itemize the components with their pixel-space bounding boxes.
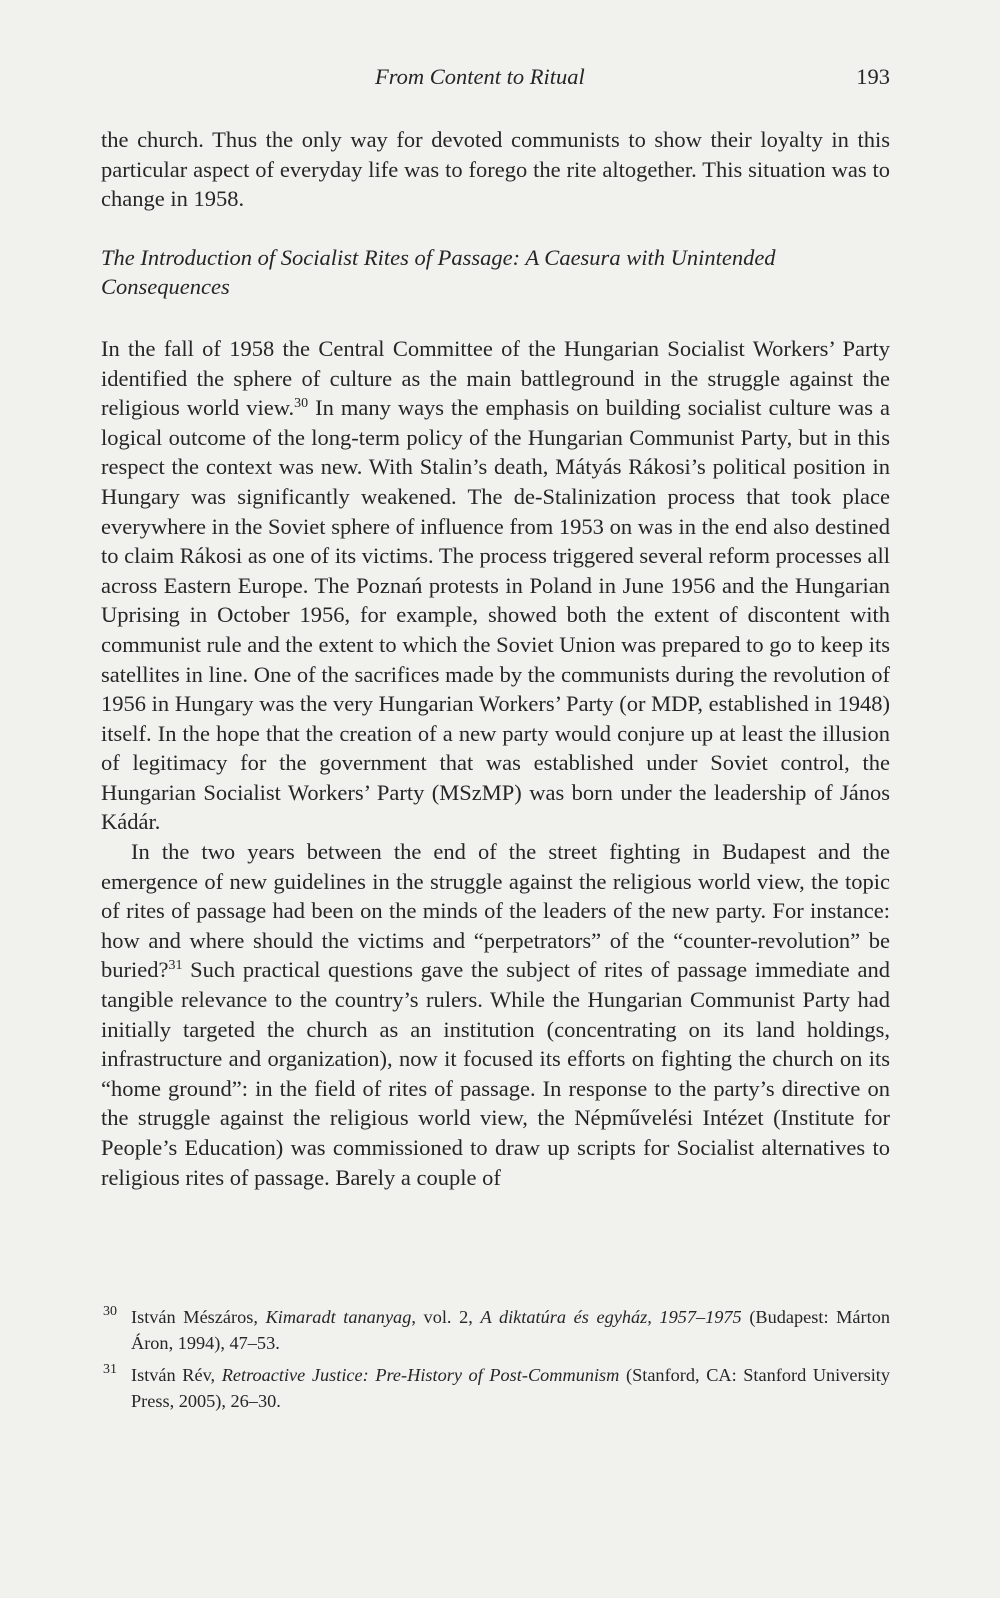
footnote-number: 31 [103, 1362, 117, 1377]
footnote-publication: (Stanford, CA: Stanford University Press, 2005), 26–30. [131, 1365, 890, 1411]
footnote-mid: , vol. 2, [411, 1307, 481, 1327]
footnote-publication: (Budapest: Márton Áron, 1994), 47–53. [131, 1307, 890, 1353]
page-number: 193 [856, 64, 890, 89]
footnote-31 [101, 1362, 890, 1414]
paragraph-2-text-a: In the fall of 1958 the Central Committee of the Hungarian Socialist Workers’ Party identified the sphere of culture as the main battleground in the struggle against the religious world view. [101, 335, 890, 421]
footnote-ref-30[interactable]: 30 [294, 395, 309, 411]
paragraph-3-text-a: In the two years between the end of the street fighting in Budapest and the emergence of new guidelines in the struggle against the religious world view, the topic of rites of passage had been on the minds of the leaders of the new party. For instance: how and where should the victims and “perpetrators” of the “counter-revolution” be buried? [101, 839, 890, 983]
paragraph-3-text-b: Such practical questions gave the subject of rites of passage immediate and tangible relevance to the country’s rulers. While the Hungarian Communist Party had initially targeted the church as an institution (concentrating on its land holdings, infrastructure and organization), now it focused its efforts on fighting the church on its “home ground”: in the field of rites of passage. In response to the party’s directive on the struggle against the religious world view, the Népművelési Intézet (Institute for People’s Education) was commissioned to draw up scripts for Socialist alternatives to religious rites of passage. Barely a couple of [101, 957, 890, 1190]
paragraph-2 [101, 334, 890, 837]
paragraph-continued: the church. Thus the only way for devoted communists to show their loyalty in this particular aspect of everyday life was to forego the rite altogether. This situation was to change in 1958. [101, 127, 890, 212]
body-text [101, 125, 890, 1192]
footnotes [101, 1304, 890, 1420]
footnote-number: 30 [103, 1304, 117, 1319]
footnote-title: Retroactive Justice: Pre-History of Post-Communism [221, 1365, 620, 1385]
paragraph-2-text-b: In many ways the emphasis on building socialist culture was a logical outcome of the long-term policy of the Hungarian Communist Party, but in this respect the context was new. With Stalin’s death, Mátyás Rákosi’s political position in Hungary was significantly weakened. The de-Stalinization process that took place everywhere in the Soviet sphere of influence from 1953 on was in the end also destined to claim Rákosi as one of its victims. The process triggered several reform processes all across Eastern Europe. The Poznań protests in Poland in June 1956 and the Hungarian Uprising in October 1956, for example, showed both the extent of discontent with communist rule and the extent to which the Soviet Union was prepared to go to keep its satellites in line. One of the sacrifices made by the communists during the revolution of 1956 in Hungary was the very Hungarian Workers’ Party (or MDP, established in 1948) itself. In the hope that the creation of a new party would conjure up at least the illusion of legitimacy for the government that was established under Soviet control, the Hungarian Socialist Workers’ Party (MSzMP) was born under the leadership of János Kádár. [101, 395, 890, 835]
footnote-title: Kimaradt tananyag [265, 1307, 412, 1327]
footnote-author: István Rév, [131, 1365, 222, 1385]
footnote-ref-31[interactable]: 31 [168, 958, 183, 974]
footnote-30 [101, 1304, 890, 1356]
running-title: From Content to Ritual [375, 64, 585, 89]
section-heading: The Introduction of Socialist Rites of Passage: A Caesura with Unintended Consequences [101, 244, 776, 300]
footnote-subtitle: A diktatúra és egyház, 1957–1975 [480, 1307, 742, 1327]
running-head [0, 64, 1000, 96]
paragraph-3 [101, 837, 890, 1192]
footnote-author: István Mészáros, [131, 1307, 266, 1327]
